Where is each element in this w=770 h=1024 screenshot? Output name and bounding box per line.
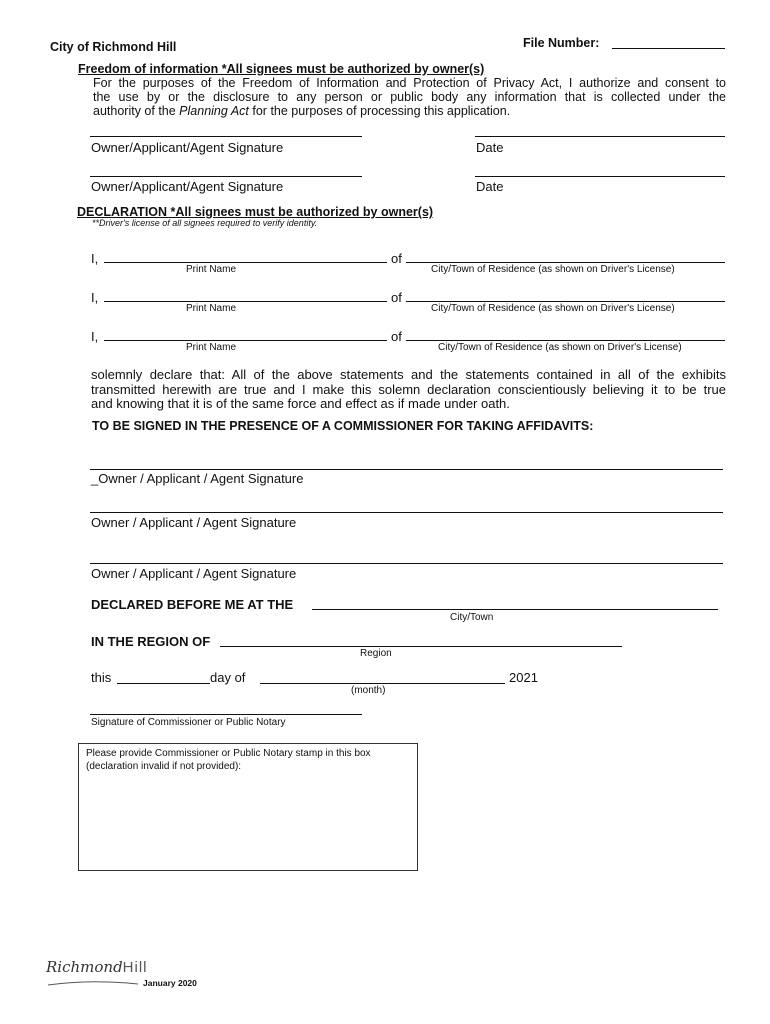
foi-line-1: For the purposes of the Freedom of Information and Protection of Privacy Act, I authorize and consent to [93, 76, 726, 90]
city-town-caption: City/Town [450, 612, 494, 623]
in-region-label: IN THE REGION OF [91, 634, 211, 649]
declaration-note: **Driver's license of all signees required to verify identity. [92, 218, 318, 228]
of-label-1: of [391, 251, 402, 266]
i-label-3: I, [91, 329, 99, 344]
day-of-label: day of [210, 670, 246, 685]
residence-line-2[interactable] [406, 301, 725, 302]
richmond-hill-logo: RichmondHill [46, 958, 146, 988]
foi-line-2: the use by or the disclosure to any person or public body any information that is collected under the [93, 90, 726, 104]
declare-line-2: transmitted herewith are true and I make this solemn declaration conscientiously believing it to be true [91, 381, 726, 397]
logo-swoosh-icon [46, 980, 141, 988]
residence-line-3[interactable] [406, 340, 725, 341]
print-name-caption-2: Print Name [186, 303, 237, 314]
foi-signature-line-2[interactable] [90, 176, 362, 177]
foi-signature-line-1[interactable] [90, 136, 362, 137]
declared-before-label: DECLARED BEFORE ME AT THE [91, 597, 294, 612]
print-name-caption-1: Print Name [186, 264, 237, 275]
this-label: this [91, 670, 112, 685]
stamp-instruction-2: (declaration invalid if not provided): [86, 761, 242, 772]
foi-heading: Freedom of information *All signees must be authorized by owner(s) [78, 62, 485, 76]
i-label-2: I, [91, 290, 99, 305]
foi-line-3: authority of the Planning Act for the purposes of processing this application. [93, 104, 511, 118]
region-line[interactable] [220, 646, 622, 647]
city-name: City of Richmond Hill [50, 40, 177, 54]
residence-caption-2: City/Town of Residence (as shown on Driver's License) [431, 303, 675, 314]
foi-date-line-2[interactable] [475, 176, 725, 177]
foi-signature-label-2: Owner/Applicant/Agent Signature [91, 179, 284, 194]
file-number-field[interactable] [612, 48, 725, 49]
declaration-heading: DECLARATION *All signees must be authorized by owner(s) [77, 205, 434, 219]
owner-signature-label-1: _Owner / Applicant / Agent Signature [91, 471, 304, 486]
of-label-3: of [391, 329, 402, 344]
declare-line-3: and knowing that it is of the same force and effect as if made under oath. [91, 396, 510, 411]
print-name-line-1[interactable] [104, 262, 387, 263]
month-line[interactable] [260, 683, 505, 684]
month-caption: (month) [351, 685, 386, 696]
owner-signature-line-2[interactable] [90, 512, 723, 513]
year-label: 2021 [509, 670, 538, 685]
footer-date: January 2020 [143, 978, 197, 988]
residence-caption-3: City/Town of Residence (as shown on Driver's License) [438, 342, 682, 353]
commissioner-signature-line[interactable] [90, 714, 362, 715]
owner-signature-line-3[interactable] [90, 563, 723, 564]
region-caption: Region [360, 648, 392, 659]
city-town-line[interactable] [312, 609, 718, 610]
foi-paragraph [93, 76, 726, 118]
residence-caption-1: City/Town of Residence (as shown on Driver's License) [431, 264, 675, 275]
owner-signature-label-3: Owner / Applicant / Agent Signature [91, 566, 297, 581]
foi-date-line-1[interactable] [475, 136, 725, 137]
foi-signature-label-1: Owner/Applicant/Agent Signature [91, 140, 284, 155]
file-number-label: File Number: [523, 36, 600, 50]
foi-date-label-1: Date [476, 140, 504, 155]
day-line[interactable] [117, 683, 210, 684]
commissioner-heading: TO BE SIGNED IN THE PRESENCE OF A COMMISSIONER FOR TAKING AFFIDAVITS: [92, 419, 594, 433]
of-label-2: of [391, 290, 402, 305]
stamp-instruction-1: Please provide Commissioner or Public Notary stamp in this box [86, 748, 371, 759]
commissioner-signature-caption: Signature of Commissioner or Public Notary [91, 717, 286, 728]
i-label-1: I, [91, 251, 99, 266]
owner-signature-label-2: Owner / Applicant / Agent Signature [91, 515, 297, 530]
residence-line-1[interactable] [406, 262, 725, 263]
print-name-caption-3: Print Name [186, 342, 237, 353]
foi-date-label-2: Date [476, 179, 504, 194]
declare-line-1: solemnly declare that: All of the above statements and the statements contained in all of the exhibits [91, 367, 726, 382]
print-name-line-3[interactable] [104, 340, 387, 341]
notary-stamp-box[interactable] [78, 743, 418, 871]
solemn-declaration [91, 368, 726, 412]
print-name-line-2[interactable] [104, 301, 387, 302]
owner-signature-line-1[interactable] [90, 469, 723, 470]
